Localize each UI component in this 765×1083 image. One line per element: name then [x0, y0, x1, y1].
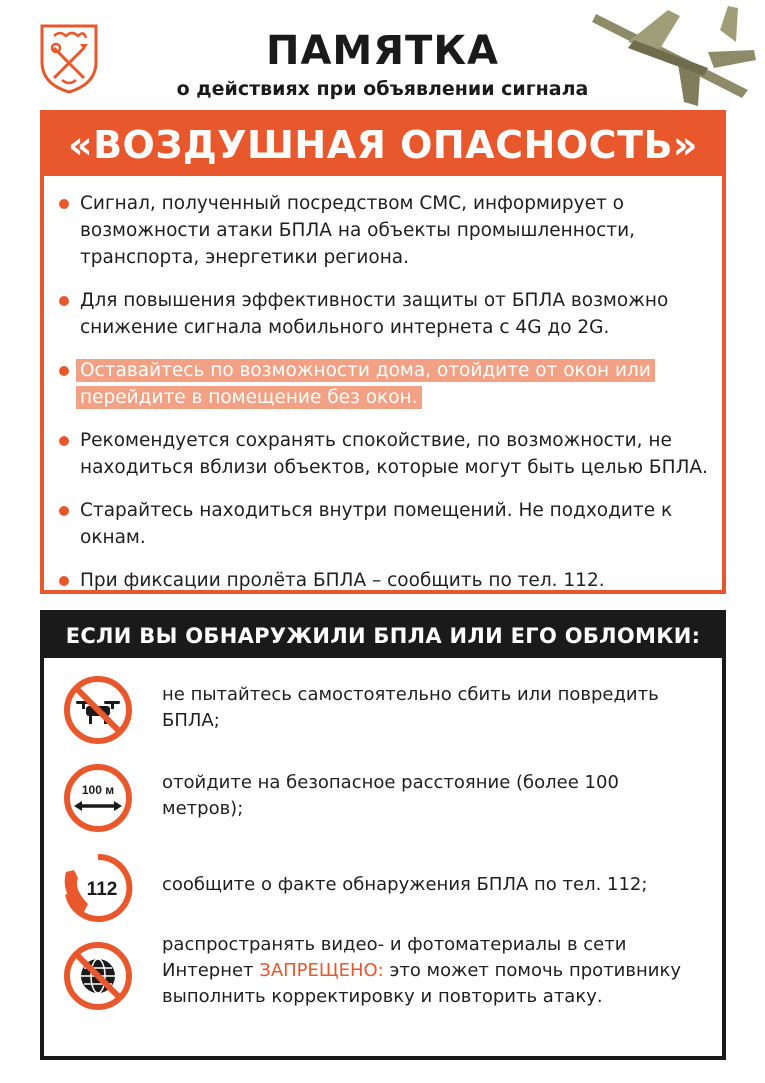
step-text: сообщите о факте обнаружения БПЛА по тел. 112;	[162, 874, 648, 895]
step-text: отойдите на безопасное расстояние (более 100 метров);	[162, 772, 619, 819]
list-item: Для повышения эффективности защиты от БПЛА возможно снижение сигнала мобильного интернета с 4G до 2G.	[80, 287, 708, 341]
page-subtitle: о действиях при объявлении сигнала	[176, 78, 589, 100]
uav-found-section	[40, 610, 726, 1060]
distance-icon	[62, 762, 134, 834]
phone-badge-label: 112	[86, 879, 118, 900]
air-danger-list	[44, 176, 722, 594]
bullet-dot-icon	[59, 366, 69, 376]
bullet-dot-icon	[59, 296, 69, 306]
step-text-forbidden: распространять видео- и фотоматериалы в сети Интернет ЗАПРЕЩЕНО: это может помочь противнику выполнить корректировку и повторить атаку.	[162, 934, 681, 1007]
no-drone-icon	[62, 674, 134, 746]
list-item: Сигнал, полученный посредством СМС, информирует о возможности атаки БПЛА на объекты промышленности, транспорта, энергетики региона.	[80, 190, 708, 271]
air-danger-section	[40, 110, 726, 594]
bullet-dot-icon	[59, 506, 69, 516]
no-internet-icon	[62, 940, 134, 1012]
step-text: не пытайтесь самостоятельно сбить или повредить БПЛА;	[162, 684, 659, 731]
bullet-dot-icon	[59, 199, 69, 209]
air-danger-heading: «ВОЗДУШНАЯ ОПАСНОСТЬ»	[44, 114, 722, 176]
bullet-dot-icon	[59, 436, 69, 446]
list-item: При фиксации пролёта БПЛА – сообщить по тел. 112.	[80, 567, 708, 594]
uav-found-heading: ЕСЛИ ВЫ ОБНАРУЖИЛИ БПЛА ИЛИ ЕГО ОБЛОМКИ:	[44, 614, 722, 658]
page-title: ПАМЯТКА	[266, 28, 499, 74]
drone-icon	[588, 2, 760, 110]
list-item-highlighted: Оставайтесь по возможности дома, отойдите от окон или перейдите в помещение без окон.	[80, 357, 708, 411]
list-item: Старайтесь находиться внутри помещений. Не подходите к окнам.	[80, 497, 708, 551]
phone-112-icon	[62, 852, 134, 924]
list-item: Рекомендуется сохранять спокойствие, по возможности, не находиться вблизи объектов, которые могут быть целью БПЛА.	[80, 427, 708, 481]
distance-badge-label: 100 м	[81, 783, 115, 797]
forbidden-label: ЗАПРЕЩЕНО:	[259, 960, 384, 981]
bullet-dot-icon	[59, 576, 69, 586]
